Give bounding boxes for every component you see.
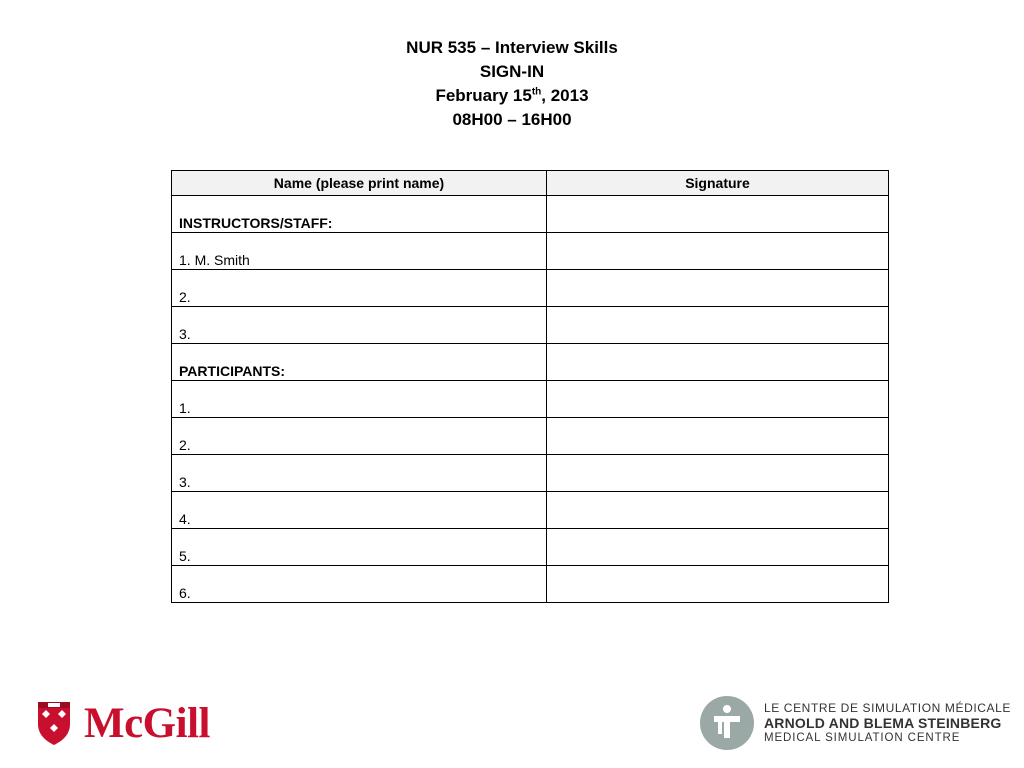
mcgill-crest-icon xyxy=(36,700,72,746)
name-cell[interactable]: 4. xyxy=(172,492,547,529)
session-date: February 15th, 2013 xyxy=(435,86,589,105)
simulation-centre-text xyxy=(764,701,1011,746)
signature-cell[interactable] xyxy=(547,492,889,529)
section-label-instructors: INSTRUCTORS/STAFF: xyxy=(172,196,547,233)
signature-cell[interactable] xyxy=(547,455,889,492)
signature-cell[interactable] xyxy=(547,418,889,455)
centre-name-english: MEDICAL SIMULATION CENTRE xyxy=(764,731,961,744)
name-cell[interactable]: 1. M. Smith xyxy=(172,233,547,270)
signature-cell[interactable] xyxy=(547,270,889,307)
table-row xyxy=(172,270,889,307)
name-cell[interactable]: 2. xyxy=(172,270,547,307)
mcgill-logo xyxy=(36,698,210,748)
signature-cell[interactable] xyxy=(547,344,889,381)
table-row xyxy=(172,529,889,566)
sheet-header xyxy=(0,36,1024,132)
table-row xyxy=(172,418,889,455)
signature-cell[interactable] xyxy=(547,196,889,233)
signature-cell[interactable] xyxy=(547,529,889,566)
name-cell[interactable]: 6. xyxy=(172,566,547,603)
simulation-centre-mark-icon xyxy=(698,694,756,752)
table-row xyxy=(172,307,889,344)
name-cell[interactable]: 3. xyxy=(172,307,547,344)
signature-column-header: Signature xyxy=(547,171,889,196)
name-cell[interactable]: 5. xyxy=(172,529,547,566)
table-row xyxy=(172,566,889,603)
signature-cell[interactable] xyxy=(547,233,889,270)
simulation-centre-logo xyxy=(698,694,1011,752)
section-label-participants: PARTICIPANTS: xyxy=(172,344,547,381)
sign-in-table xyxy=(171,170,889,603)
section-row-instructors xyxy=(172,196,889,233)
signature-cell[interactable] xyxy=(547,307,889,344)
table-row xyxy=(172,455,889,492)
name-cell[interactable]: 2. xyxy=(172,418,547,455)
mcgill-wordmark: McGill xyxy=(84,699,210,747)
name-cell[interactable]: 3. xyxy=(172,455,547,492)
name-column-header: Name (please print name) xyxy=(172,171,547,196)
section-row-participants xyxy=(172,344,889,381)
session-hours: 08H00 – 16H00 xyxy=(452,110,572,129)
centre-name-french: LE CENTRE DE SIMULATION MÉDICALE xyxy=(764,700,1012,715)
table-header-row xyxy=(172,171,889,196)
name-cell[interactable]: 1. xyxy=(172,381,547,418)
signature-cell[interactable] xyxy=(547,566,889,603)
table-row xyxy=(172,381,889,418)
centre-name-donors: ARNOLD AND BLEMA STEINBERG xyxy=(764,714,1002,731)
sheet-title: SIGN-IN xyxy=(479,62,545,81)
course-title: NUR 535 – Interview Skills xyxy=(406,38,618,57)
signature-cell[interactable] xyxy=(547,381,889,418)
table-row xyxy=(172,492,889,529)
table-row xyxy=(172,233,889,270)
